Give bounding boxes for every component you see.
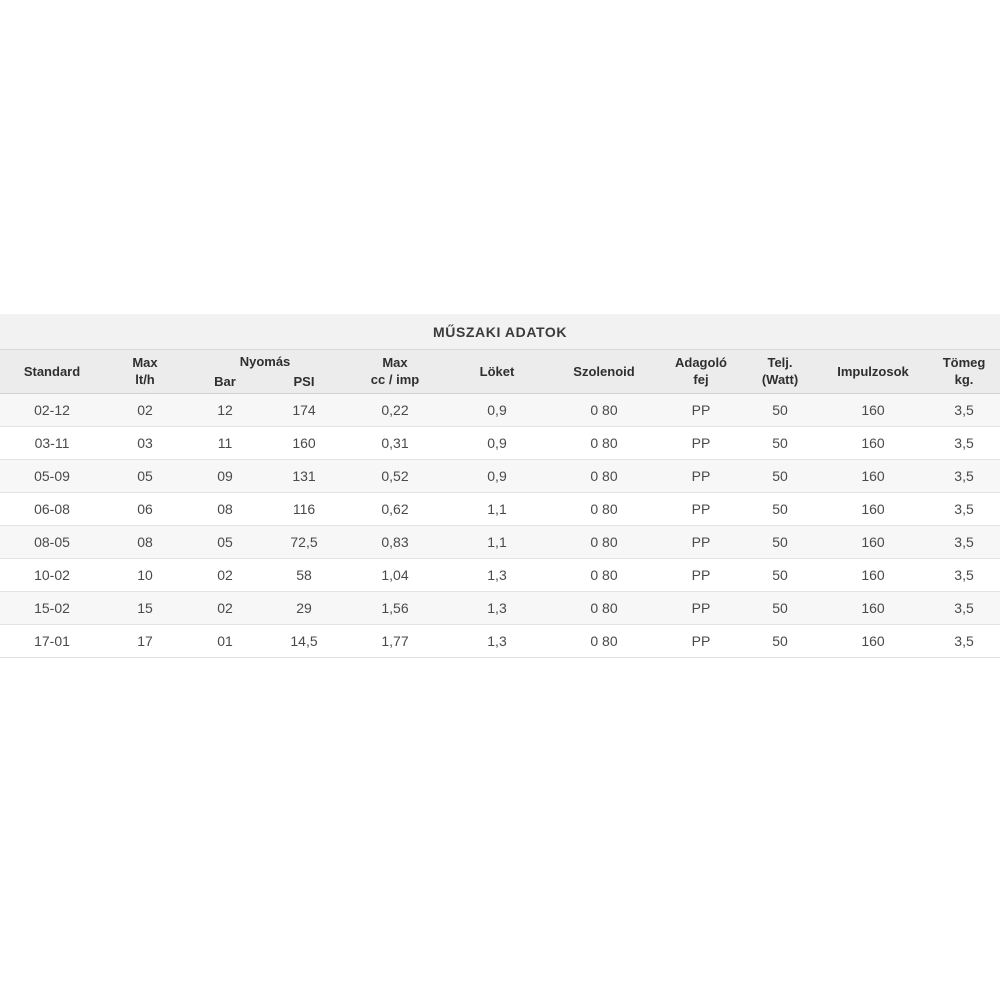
cell-max-lt-h: 03 <box>104 427 186 460</box>
cell-bar: 02 <box>186 559 264 592</box>
header-max-cc-imp <box>344 350 446 394</box>
cell-psi: 116 <box>264 493 344 526</box>
cell-max-lt-h: 15 <box>104 592 186 625</box>
table-header <box>0 314 1000 394</box>
cell-impulzosok: 160 <box>818 427 928 460</box>
header-adagolo-fej <box>660 350 742 394</box>
table-row <box>0 592 1000 625</box>
cell-max-cc-imp: 1,56 <box>344 592 446 625</box>
cell-psi: 160 <box>264 427 344 460</box>
table-row <box>0 559 1000 592</box>
header-standard: Standard <box>0 350 104 394</box>
table-title-row <box>0 314 1000 350</box>
header-loket: Löket <box>446 350 548 394</box>
cell-telj-watt: 50 <box>742 394 818 427</box>
header-max-lt-h-line2: lt/h <box>135 371 155 387</box>
header-telj-line1: Telj. <box>767 355 793 371</box>
table-row <box>0 427 1000 460</box>
cell-loket: 1,1 <box>446 493 548 526</box>
cell-standard: 06-08 <box>0 493 104 526</box>
cell-max-lt-h: 05 <box>104 460 186 493</box>
table-row <box>0 493 1000 526</box>
cell-impulzosok: 160 <box>818 526 928 559</box>
cell-max-lt-h: 17 <box>104 625 186 658</box>
header-psi: PSI <box>264 372 344 394</box>
cell-tomeg-kg: 3,5 <box>928 394 1000 427</box>
cell-max-cc-imp: 1,77 <box>344 625 446 658</box>
cell-impulzosok: 160 <box>818 592 928 625</box>
cell-psi: 72,5 <box>264 526 344 559</box>
cell-standard: 10-02 <box>0 559 104 592</box>
cell-psi: 174 <box>264 394 344 427</box>
cell-loket: 0,9 <box>446 427 548 460</box>
header-telj-watt <box>742 350 818 394</box>
cell-max-cc-imp: 0,62 <box>344 493 446 526</box>
cell-loket: 1,3 <box>446 625 548 658</box>
cell-standard: 15-02 <box>0 592 104 625</box>
header-adagolo-line1: Adagoló <box>675 355 727 371</box>
cell-szolenoid: 0 80 <box>548 625 660 658</box>
cell-szolenoid: 0 80 <box>548 427 660 460</box>
header-max-lt-h-line1: Max <box>132 355 158 371</box>
header-szolenoid: Szolenoid <box>548 350 660 394</box>
cell-standard: 02-12 <box>0 394 104 427</box>
cell-adagolo-fej: PP <box>660 592 742 625</box>
cell-telj-watt: 50 <box>742 625 818 658</box>
cell-max-lt-h: 02 <box>104 394 186 427</box>
cell-psi: 29 <box>264 592 344 625</box>
cell-loket: 0,9 <box>446 394 548 427</box>
cell-impulzosok: 160 <box>818 394 928 427</box>
table-row <box>0 394 1000 427</box>
header-tomeg-line1: Tömeg <box>942 355 986 371</box>
cell-loket: 1,3 <box>446 592 548 625</box>
cell-max-cc-imp: 0,31 <box>344 427 446 460</box>
spec-table-container <box>0 314 1000 658</box>
header-impulzosok: Impulzosok <box>818 350 928 394</box>
cell-telj-watt: 50 <box>742 526 818 559</box>
cell-max-cc-imp: 1,04 <box>344 559 446 592</box>
header-max-lt-h <box>104 350 186 394</box>
technical-data-table <box>0 314 1000 658</box>
cell-impulzosok: 160 <box>818 559 928 592</box>
cell-szolenoid: 0 80 <box>548 559 660 592</box>
cell-adagolo-fej: PP <box>660 559 742 592</box>
header-tomeg-kg <box>928 350 1000 394</box>
cell-impulzosok: 160 <box>818 460 928 493</box>
cell-max-lt-h: 06 <box>104 493 186 526</box>
cell-bar: 11 <box>186 427 264 460</box>
cell-telj-watt: 50 <box>742 559 818 592</box>
cell-tomeg-kg: 3,5 <box>928 592 1000 625</box>
cell-loket: 0,9 <box>446 460 548 493</box>
table-body <box>0 394 1000 658</box>
cell-bar: 08 <box>186 493 264 526</box>
cell-tomeg-kg: 3,5 <box>928 559 1000 592</box>
cell-standard: 08-05 <box>0 526 104 559</box>
header-bar: Bar <box>186 372 264 394</box>
cell-bar: 02 <box>186 592 264 625</box>
cell-loket: 1,1 <box>446 526 548 559</box>
cell-adagolo-fej: PP <box>660 493 742 526</box>
cell-standard: 03-11 <box>0 427 104 460</box>
cell-szolenoid: 0 80 <box>548 526 660 559</box>
cell-max-lt-h: 10 <box>104 559 186 592</box>
table-row <box>0 526 1000 559</box>
cell-adagolo-fej: PP <box>660 625 742 658</box>
cell-szolenoid: 0 80 <box>548 460 660 493</box>
cell-impulzosok: 160 <box>818 625 928 658</box>
header-telj-line2: (Watt) <box>761 371 799 387</box>
cell-loket: 1,3 <box>446 559 548 592</box>
cell-szolenoid: 0 80 <box>548 493 660 526</box>
table-row <box>0 460 1000 493</box>
cell-adagolo-fej: PP <box>660 460 742 493</box>
header-tomeg-line2: kg. <box>954 371 974 387</box>
cell-psi: 14,5 <box>264 625 344 658</box>
cell-telj-watt: 50 <box>742 592 818 625</box>
cell-bar: 12 <box>186 394 264 427</box>
cell-max-cc-imp: 0,83 <box>344 526 446 559</box>
header-max-cc-line2: cc / imp <box>370 371 420 387</box>
cell-tomeg-kg: 3,5 <box>928 526 1000 559</box>
cell-impulzosok: 160 <box>818 493 928 526</box>
cell-max-cc-imp: 0,22 <box>344 394 446 427</box>
cell-bar: 01 <box>186 625 264 658</box>
cell-tomeg-kg: 3,5 <box>928 493 1000 526</box>
cell-adagolo-fej: PP <box>660 427 742 460</box>
header-adagolo-line2: fej <box>693 371 709 387</box>
cell-bar: 09 <box>186 460 264 493</box>
cell-standard: 05-09 <box>0 460 104 493</box>
cell-max-cc-imp: 0,52 <box>344 460 446 493</box>
cell-telj-watt: 50 <box>742 427 818 460</box>
cell-adagolo-fej: PP <box>660 526 742 559</box>
cell-szolenoid: 0 80 <box>548 592 660 625</box>
cell-max-lt-h: 08 <box>104 526 186 559</box>
header-nyomas-group: Nyomás <box>186 350 344 372</box>
cell-tomeg-kg: 3,5 <box>928 427 1000 460</box>
header-max-cc-line1: Max <box>382 355 408 371</box>
cell-telj-watt: 50 <box>742 460 818 493</box>
header-row-top <box>0 350 1000 372</box>
table-title: MŰSZAKI ADATOK <box>0 314 1000 350</box>
cell-standard: 17-01 <box>0 625 104 658</box>
cell-tomeg-kg: 3,5 <box>928 625 1000 658</box>
cell-psi: 131 <box>264 460 344 493</box>
cell-bar: 05 <box>186 526 264 559</box>
cell-szolenoid: 0 80 <box>548 394 660 427</box>
cell-telj-watt: 50 <box>742 493 818 526</box>
table-row <box>0 625 1000 658</box>
cell-tomeg-kg: 3,5 <box>928 460 1000 493</box>
cell-psi: 58 <box>264 559 344 592</box>
cell-adagolo-fej: PP <box>660 394 742 427</box>
